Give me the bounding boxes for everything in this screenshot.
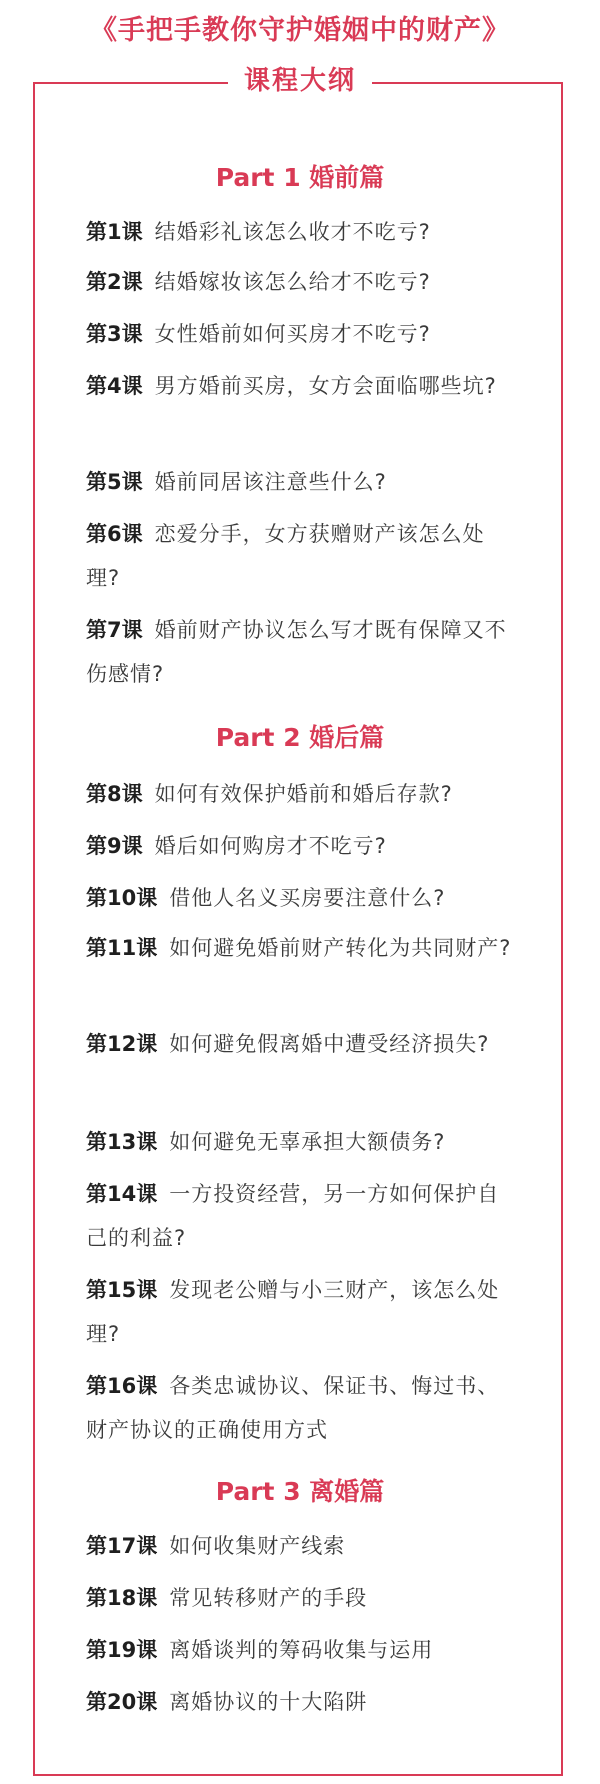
lesson-item	[86, 460, 516, 504]
lesson-number: 第6课	[86, 522, 143, 546]
lesson-number: 第5课	[86, 470, 143, 494]
lesson-number: 第17课	[86, 1534, 158, 1558]
lesson-number: 第10课	[86, 886, 158, 910]
lesson-text: 男方婚前买房，女方会面临哪些坑?	[154, 374, 497, 398]
lesson-number: 第20课	[86, 1690, 158, 1714]
lesson-item	[86, 1576, 516, 1620]
lesson-text: 结婚彩礼该怎么收才不吃亏?	[154, 220, 431, 244]
lesson-number: 第9课	[86, 834, 143, 858]
section-heading-part-2: Part 2 婚后篇	[215, 723, 385, 752]
lesson-text: 如何收集财产线索	[169, 1534, 346, 1558]
lesson-item	[86, 260, 516, 304]
lesson-number: 第2课	[86, 270, 143, 294]
lesson-text: 如何避免无辜承担大额债务?	[169, 1130, 446, 1154]
lesson-item	[86, 926, 516, 970]
lesson-number: 第12课	[86, 1032, 158, 1056]
lesson-text: 女性婚前如何买房才不吃亏?	[154, 322, 431, 346]
course-title: 《手把手教你守护婚姻中的财产》	[90, 15, 510, 46]
lesson-number: 第13课	[86, 1130, 158, 1154]
lesson-text: 婚后如何购房才不吃亏?	[154, 834, 387, 858]
lesson-item	[86, 210, 516, 254]
lesson-text: 一方投资经营，另一方如何保护自己的利益?	[86, 1182, 500, 1250]
lesson-item	[86, 1022, 516, 1066]
lesson-text: 如何有效保护婚前和婚后存款?	[154, 782, 453, 806]
outline-subtitle-wrap	[0, 60, 600, 97]
lesson-number: 第3课	[86, 322, 143, 346]
lesson-number: 第19课	[86, 1638, 158, 1662]
lesson-text: 婚前同居该注意些什么?	[154, 470, 387, 494]
lesson-number: 第8课	[86, 782, 143, 806]
lesson-item	[86, 1268, 516, 1356]
lesson-item	[86, 1680, 516, 1724]
lesson-item	[86, 312, 516, 356]
lesson-item	[86, 876, 516, 920]
lesson-text: 恋爱分手，女方获赠财产该怎么处理?	[86, 522, 485, 590]
lesson-number: 第14课	[86, 1182, 158, 1206]
lesson-text: 离婚谈判的筹码收集与运用	[169, 1638, 434, 1662]
lesson-text: 结婚嫁妆该怎么给才不吃亏?	[154, 270, 431, 294]
section-heading-part-3: Part 3 离婚篇	[215, 1477, 385, 1506]
lesson-text: 借他人名义买房要注意什么?	[169, 886, 446, 910]
lesson-item	[86, 608, 516, 696]
lesson-text: 各类忠诚协议、保证书、悔过书、财产协议的正确使用方式	[86, 1374, 500, 1442]
lesson-item	[86, 512, 516, 600]
lesson-text: 常见转移财产的手段	[169, 1586, 368, 1610]
lesson-number: 第1课	[86, 220, 143, 244]
lesson-text: 离婚协议的十大陷阱	[169, 1690, 368, 1714]
lesson-number: 第15课	[86, 1278, 158, 1302]
lesson-number: 第11课	[86, 936, 158, 960]
lesson-item	[86, 1524, 516, 1568]
lesson-item	[86, 1628, 516, 1672]
lesson-number: 第16课	[86, 1374, 158, 1398]
lesson-text: 婚前财产协议怎么写才既有保障又不伤感情?	[86, 618, 507, 686]
lesson-item	[86, 772, 516, 816]
lesson-text: 如何避免假离婚中遭受经济损失?	[169, 1032, 490, 1056]
lesson-item	[86, 1120, 516, 1164]
lesson-number: 第7课	[86, 618, 143, 642]
lesson-number: 第18课	[86, 1586, 158, 1610]
lesson-item	[86, 364, 516, 408]
lesson-item	[86, 1364, 516, 1452]
lesson-item	[86, 1172, 516, 1260]
outline-subtitle: 课程大纲	[228, 60, 372, 97]
section-heading-part-1: Part 1 婚前篇	[215, 163, 385, 192]
lesson-item	[86, 824, 516, 868]
lesson-text: 如何避免婚前财产转化为共同财产?	[169, 936, 512, 960]
lesson-number: 第4课	[86, 374, 143, 398]
lesson-text: 发现老公赠与小三财产，该怎么处理?	[86, 1278, 500, 1346]
